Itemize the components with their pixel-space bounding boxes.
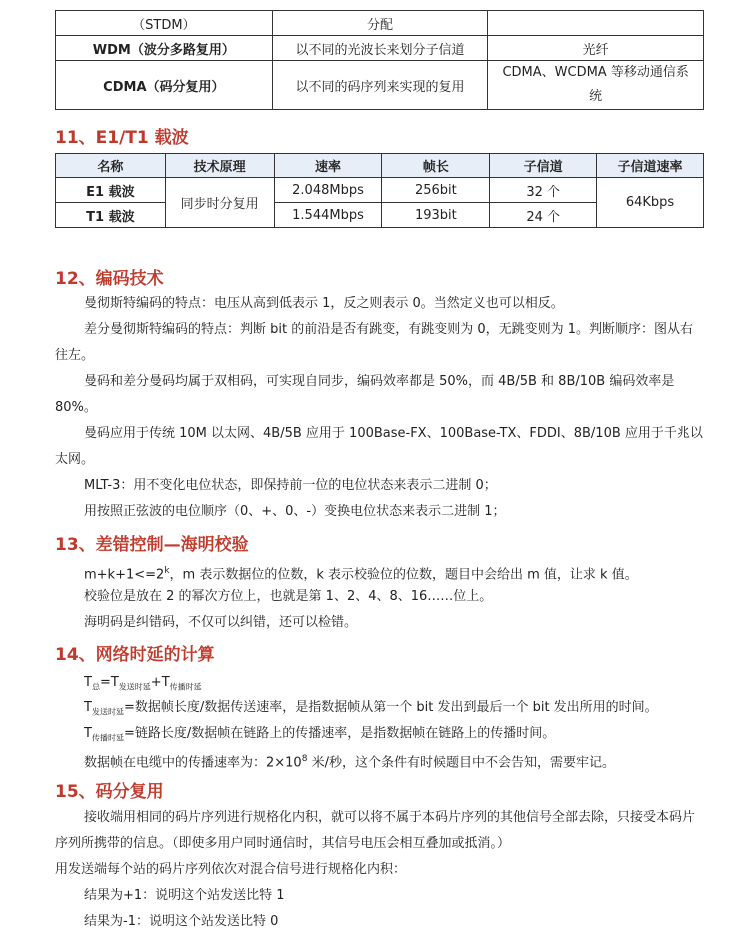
column-header: 名称 — [56, 154, 166, 178]
formula-text: T — [84, 700, 92, 715]
section-12-heading: 12、编码技术 — [55, 269, 164, 289]
formula-text: =数据帧长度/数据传送速率，是指数据帧从第一个 bit 发出到最后一个 bit 发出所用的时间。 — [123, 700, 658, 715]
table-cell: 2.048Mbps — [274, 178, 382, 203]
column-header: 速率 — [274, 154, 382, 178]
subscript: 传播时延 — [169, 682, 202, 692]
formula-text: +T — [150, 675, 170, 690]
paragraph: 曼码和差分曼码均属于双相码，可实现自同步，编码效率都是 50%，而 4B/5B 和 8B/10B 编码效率是 80%。 — [55, 374, 675, 415]
paragraph: 结果为+1：说明这个站发送比特 1 — [84, 888, 285, 903]
table-header-row — [56, 154, 704, 178]
paragraph: 海明码是纠错码，不仅可以纠错，还可以检错。 — [84, 615, 358, 630]
table-cell: 24 个 — [490, 203, 597, 228]
paragraph: 用按照正弦波的电位顺序（0、+、0、-）变换电位状态来表示二进制 1； — [84, 504, 506, 519]
table-cell: 分配 — [272, 11, 488, 36]
formula-text: =T — [99, 675, 119, 690]
column-header: 技术原理 — [165, 154, 274, 178]
table-row — [56, 61, 704, 110]
table-cell: （STDM） — [56, 11, 273, 36]
section-11-heading: 11、E1/T1 载波 — [55, 128, 189, 148]
table-cell: 1.544Mbps — [274, 203, 382, 228]
section-14-heading: 14、网络时延的计算 — [55, 645, 215, 665]
table-cell: 64Kbps — [597, 178, 704, 228]
table-cell: CDMA（码分复用） — [56, 61, 273, 110]
formula-text: 数据帧在电缆中的传播速率为：2×10 — [84, 755, 302, 771]
paragraph: 用发送端每个站的码片序列依次对混合信号进行规格化内积： — [55, 862, 407, 877]
table-row — [56, 178, 704, 203]
table-cell: E1 载波 — [56, 178, 166, 203]
e1-t1-table — [55, 153, 704, 228]
table-cell — [488, 11, 704, 36]
paragraph: 差分曼彻斯特编码的特点：判断 bit 的前沿是否有跳变，有跳变则为 0，无跳变则为 1。判断顺序：图从右往左。 — [55, 322, 694, 363]
section-13-heading: 13、差错控制—海明校验 — [55, 535, 249, 555]
formula-text: 米/秒，这个条件有时候题目中不会告知，需要牢记。 — [307, 755, 615, 771]
table-cell: 以不同的码序列来实现的复用 — [272, 61, 488, 110]
paragraph: 校验位是放在 2 的幂次方位上，也就是第 1、2、4、8、16……位上。 — [84, 589, 493, 604]
table-cell: WDM（波分多路复用） — [56, 36, 273, 61]
subscript: 总 — [91, 682, 100, 692]
subscript: 发送时延 — [118, 682, 151, 692]
column-header: 帧长 — [382, 154, 490, 178]
subscript: 发送时延 — [91, 707, 124, 717]
column-header: 子信道 — [490, 154, 597, 178]
formula-text: T — [84, 675, 92, 690]
table-row — [56, 11, 704, 36]
table-cell: T1 载波 — [56, 203, 166, 228]
subscript: 传播时延 — [91, 733, 124, 743]
paragraph: 曼码应用于传统 10M 以太网、4B/5B 应用于 100Base-FX、100Base-TX、FDDI、8B/10B 应用于千兆以太网。 — [55, 426, 703, 467]
section-15-heading: 15、码分复用 — [55, 782, 164, 802]
table-cell: 193bit — [382, 203, 490, 228]
formula-text: ，m 表示数据位的位数，k 表示校验位的位数，题目中会给出 m 值，让求 k 值。 — [169, 567, 638, 583]
formula-text: T — [84, 726, 92, 741]
multiplexing-table — [55, 10, 704, 110]
table-cell: 32 个 — [490, 178, 597, 203]
table-cell: 256bit — [382, 178, 490, 203]
formula-text: =链路长度/数据帧在链路上的传播速率，是指数据帧在链路上的传播时间。 — [123, 726, 556, 741]
superscript: 8 — [301, 754, 308, 764]
table-cell: 同步时分复用 — [165, 178, 274, 228]
paragraph: 结果为-1：说明这个站发送比特 0 — [84, 914, 279, 929]
paragraph: 曼彻斯特编码的特点：电压从高到低表示 1，反之则表示 0。当然定义也可以相反。 — [84, 296, 564, 311]
superscript: k — [164, 566, 170, 576]
table-cell: 以不同的光波长来划分子信道 — [272, 36, 488, 61]
column-header: 子信道速率 — [597, 154, 704, 178]
paragraph: 接收端用相同的码片序列进行规格化内积，就可以将不属于本码片序列的其他信号全部去除，只接受本码片序列所携带的信息。（即使多用户同时通信时，其信号电压会相互叠加或抵消。） — [55, 810, 696, 851]
table-cell: CDMA、WCDMA 等移动通信系统 — [488, 61, 704, 110]
table-cell: 光纤 — [488, 36, 704, 61]
paragraph: MLT-3：用不变化电位状态，即保持前一位的电位状态来表示二进制 0； — [84, 478, 497, 493]
formula-text: m+k+1<=2 — [84, 567, 165, 583]
propagation-speed-note — [55, 746, 705, 776]
table-row — [56, 36, 704, 61]
